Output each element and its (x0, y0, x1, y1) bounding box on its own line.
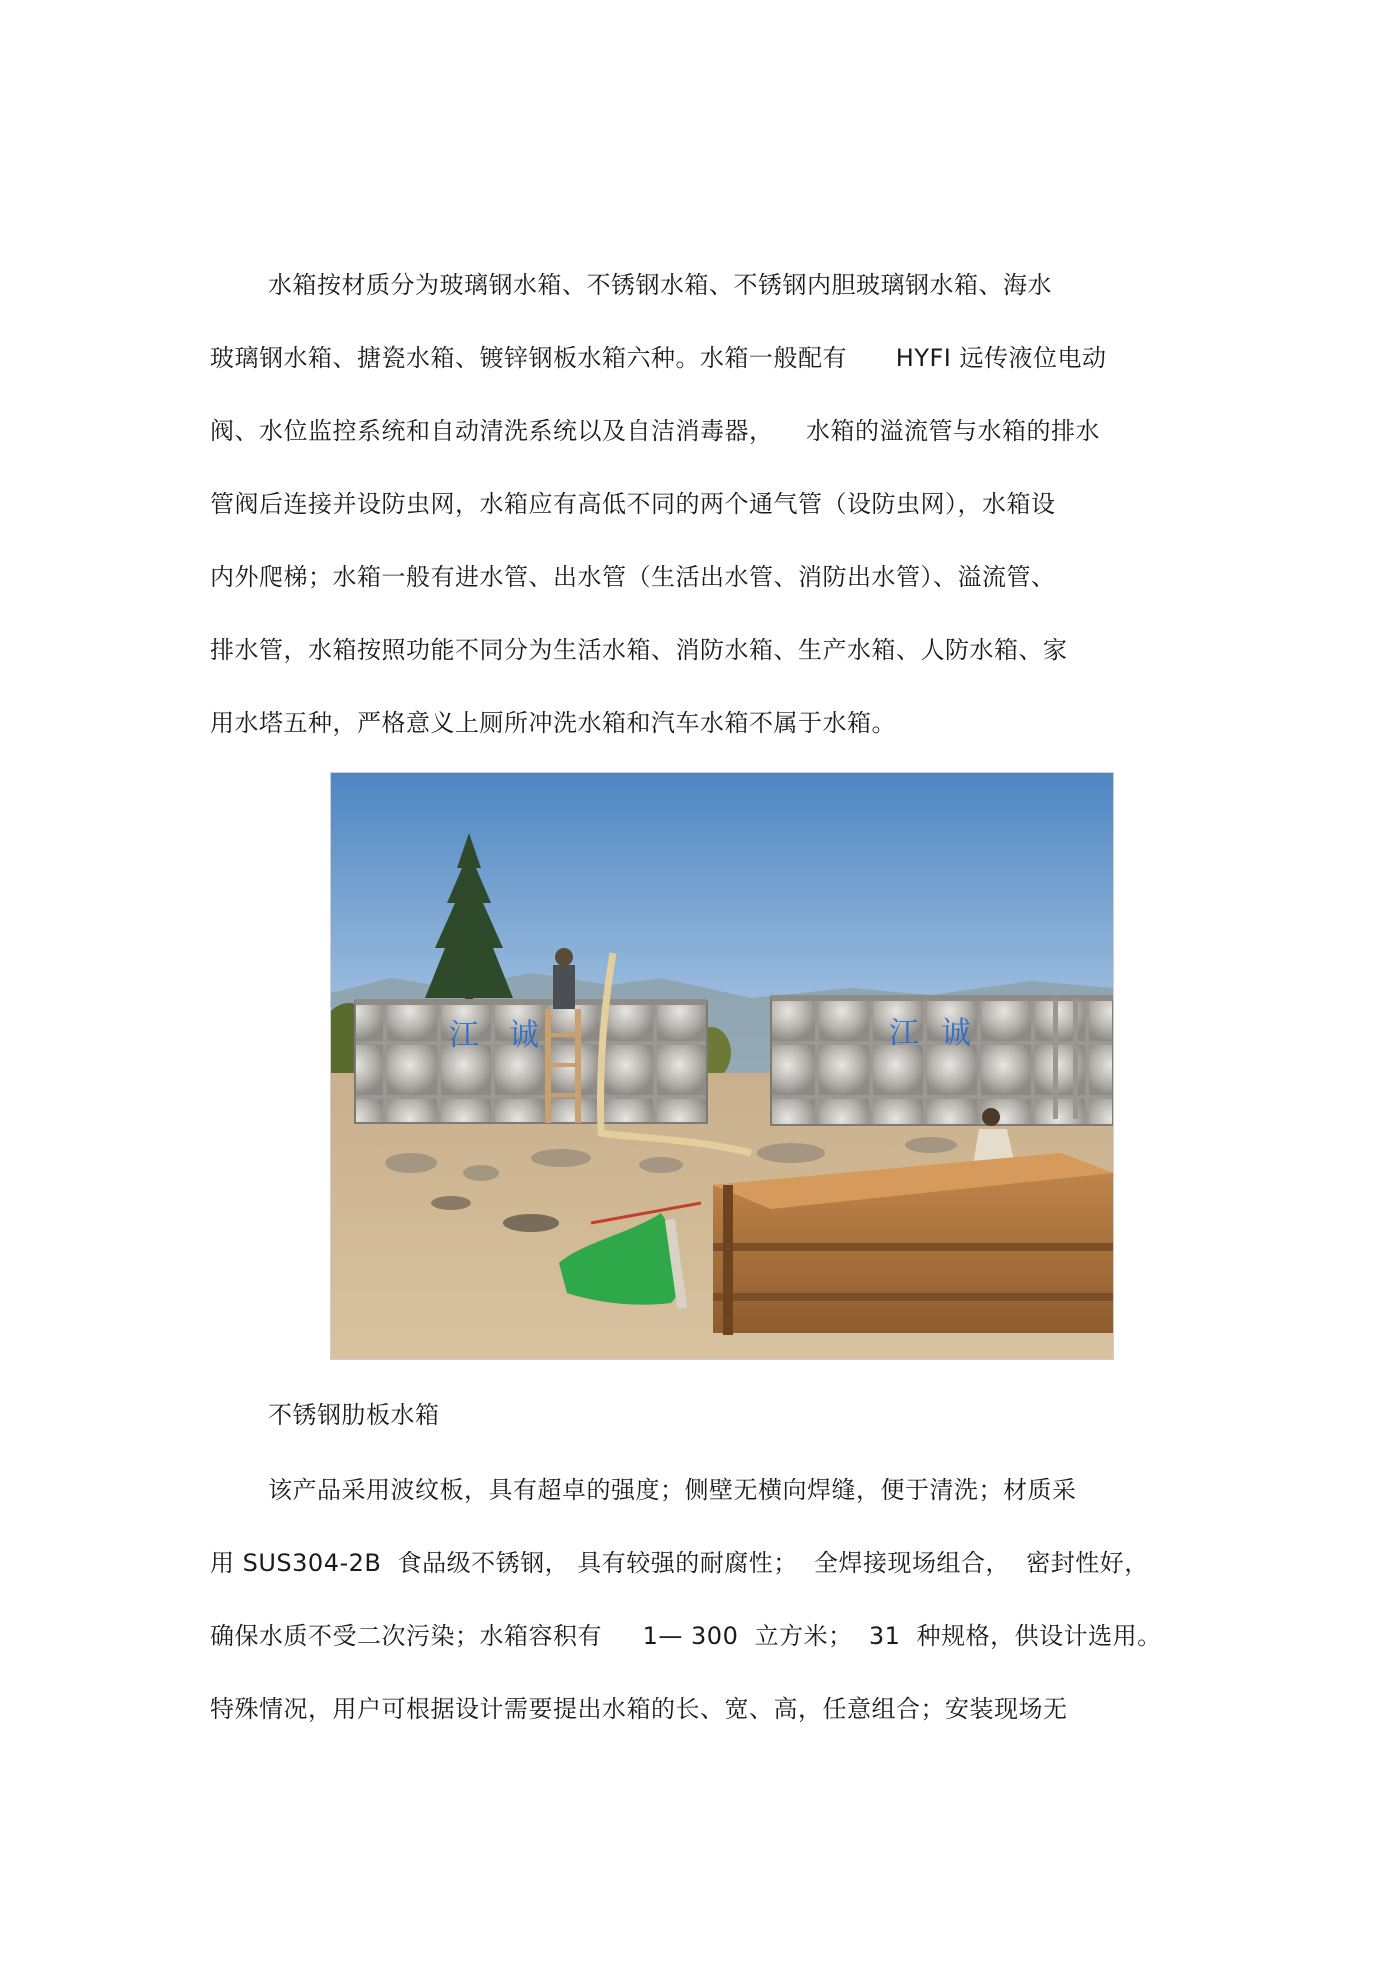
paragraph1-line-4: 管阀后连接并设防虫网，水箱应有高低不同的两个通气管（设防虫网），水箱设 (210, 490, 1056, 518)
section-title: 不锈钢肋板水箱 (268, 1401, 440, 1429)
paragraph1-line-5: 内外爬梯；水箱一般有进水管、出水管（生活出水管、消防出水管）、溢流管、 (210, 563, 1056, 591)
tank-logo-char-2: 诚 (509, 1018, 539, 1053)
paragraph1-line-7: 用水塔五种，严格意义上厕所冲洗水箱和汽车水箱不属于水箱。 (210, 709, 896, 737)
paragraph2-line-3: 确保水质不受二次污染；水箱容积有 1— 300 立方米； 31 种规格，供设计选用。 (210, 1622, 1162, 1650)
tank-logo-char-1: 江 (449, 1018, 479, 1053)
water-tank-photo (330, 772, 1114, 1360)
paragraph2-line-4: 特殊情况，用户可根据设计需要提出水箱的长、宽、高，任意组合；安装现场无 (210, 1695, 1068, 1723)
tank-logo-char-4: 诚 (941, 1016, 971, 1051)
paragraph1-line-1: 水箱按材质分为玻璃钢水箱、不锈钢水箱、不锈钢内胆玻璃钢水箱、海水 (268, 271, 1052, 299)
paragraph1-line-2: 玻璃钢水箱、搪瓷水箱、镀锌钢板水箱六种。水箱一般配有 HYFI 远传液位电动 (210, 344, 1107, 372)
paragraph1-line-3: 阀、水位监控系统和自动清洗系统以及自洁消毒器， 水箱的溢流管与水箱的排水 (210, 417, 1101, 445)
left-tank-illustration (355, 999, 707, 1123)
wooden-frame-illustration (713, 1153, 1113, 1335)
paragraph2-line-1: 该产品采用波纹板，具有超卓的强度；侧壁无横向焊缝，便于清洗；材质采 (268, 1476, 1077, 1504)
tank-logo-char-3: 江 (889, 1016, 919, 1051)
paragraph1-line-6: 排水管，水箱按照功能不同分为生活水箱、消防水箱、生产水箱、人防水箱、家 (210, 636, 1068, 664)
right-tank-illustration (771, 995, 1113, 1125)
paragraph2-line-2: 用 SUS304-2B 食品级不锈钢， 具有较强的耐腐性； 全焊接现场组合， 密封性好， (210, 1549, 1149, 1577)
